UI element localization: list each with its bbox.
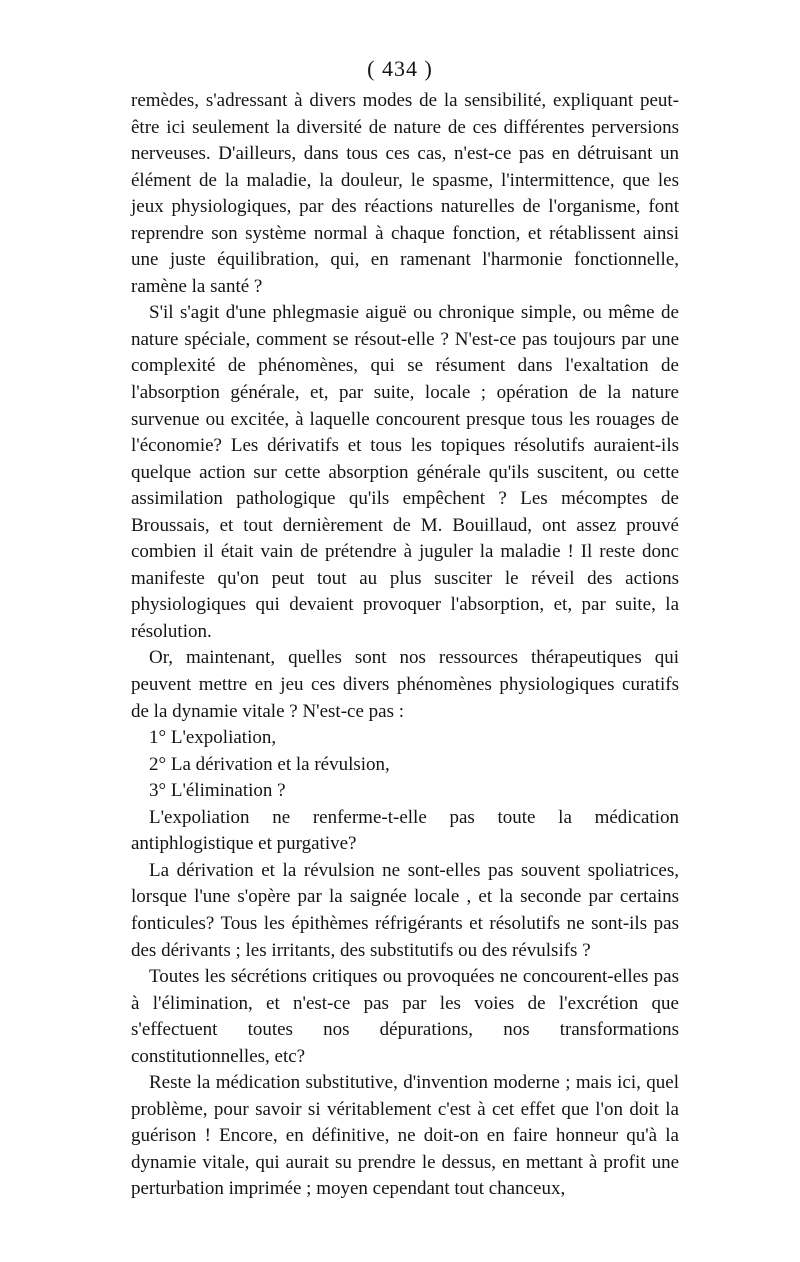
paragraph: remèdes, s'adressant à divers modes de la sensibilité, expliquant peut-être ici seulement la diversité de nature de ces différentes perversions nerveuses. D'ailleurs, dans tous ces cas, n'est-ce pas en détruisant un élément de la maladie, la douleur, le spasme, l'intermittence, que les jeux physiologiques, par des réactions naturelles de l'organisme, font reprendre son système normal à chaque fonction, et rétablissent ainsi une juste équilibration, qui, en ramenant l'harmonie fonctionnelle, ramène la santé ? — [131, 90, 679, 297]
paragraph: Or, maintenant, quelles sont nos ressources thérapeutiques qui peuvent mettre en jeu ces divers phénomènes physiologiques curatifs de la dynamie vitale ? N'est-ce pas : — [131, 647, 679, 722]
paragraph: L'expoliation ne renferme-t-elle pas toute la médication antiphlogistique et purgative? — [131, 806, 679, 855]
list-item: 3° L'élimination ? — [149, 780, 286, 802]
list-item: 1° L'expoliation, — [149, 727, 277, 749]
page-number: ( 434 ) — [367, 56, 433, 81]
body-text — [131, 88, 679, 1203]
list-item: 2° La dérivation et la révulsion, — [149, 753, 390, 775]
paragraph: Reste la médication substitutive, d'invention moderne ; mais ici, quel problème, pour savoir si véritablement c'est à cet effet que l'on doit la guérison ! Encore, en définitive, ne doit-on en faire honneur qu'à la dynamie vitale, qui aurait su prendre le dessus, en mettant à profit une perturbation imprimée ; moyen cependant tout chanceux, — [131, 1072, 679, 1200]
paragraph: La dérivation et la révulsion ne sont-elles pas souvent spoliatrices, lorsque l'une s'opère par la saignée locale , et la seconde par certains fonticules? Tous les épithèmes réfrigérants et résolutifs ne sont-ils pas des dérivants ; les irritants, des substitutifs ou des révulsifs ? — [131, 859, 679, 961]
paragraph: S'il s'agit d'une phlegmasie aiguë ou chronique simple, ou même de nature spéciale, comment se résout-elle ? N'est-ce pas toujours par une complexité de phénomènes, qui se résument dans l'exaltation de l'absorption générale, et, par suite, locale ; opération de la nature survenue ou excitée, à laquelle concourent presque tous les rouages de l'économie? Les dérivatifs et tous les topiques résolutifs auraient-ils quelque action sur cette absorption générale qu'ils suscitent, ou cette assimilation pathologique qu'ils empêchent ? Les mécomptes de Broussais, et tout dernièrement de M. Bouillaud, ont assez prouvé combien il était vain de prétendre à juguler la maladie ! Il reste donc manifeste qu'on peut tout au plus susciter le réveil des actions physiologiques qui devaient provoquer l'absorption, et, par suite, la résolution. — [131, 302, 679, 642]
paragraph: Toutes les sécrétions critiques ou provoquées ne concourent-elles pas à l'élimination, et n'est-ce pas par les voies de l'excrétion que s'effectuent toutes nos dépurations, nos transformations constitutionnelles, etc? — [131, 966, 679, 1067]
